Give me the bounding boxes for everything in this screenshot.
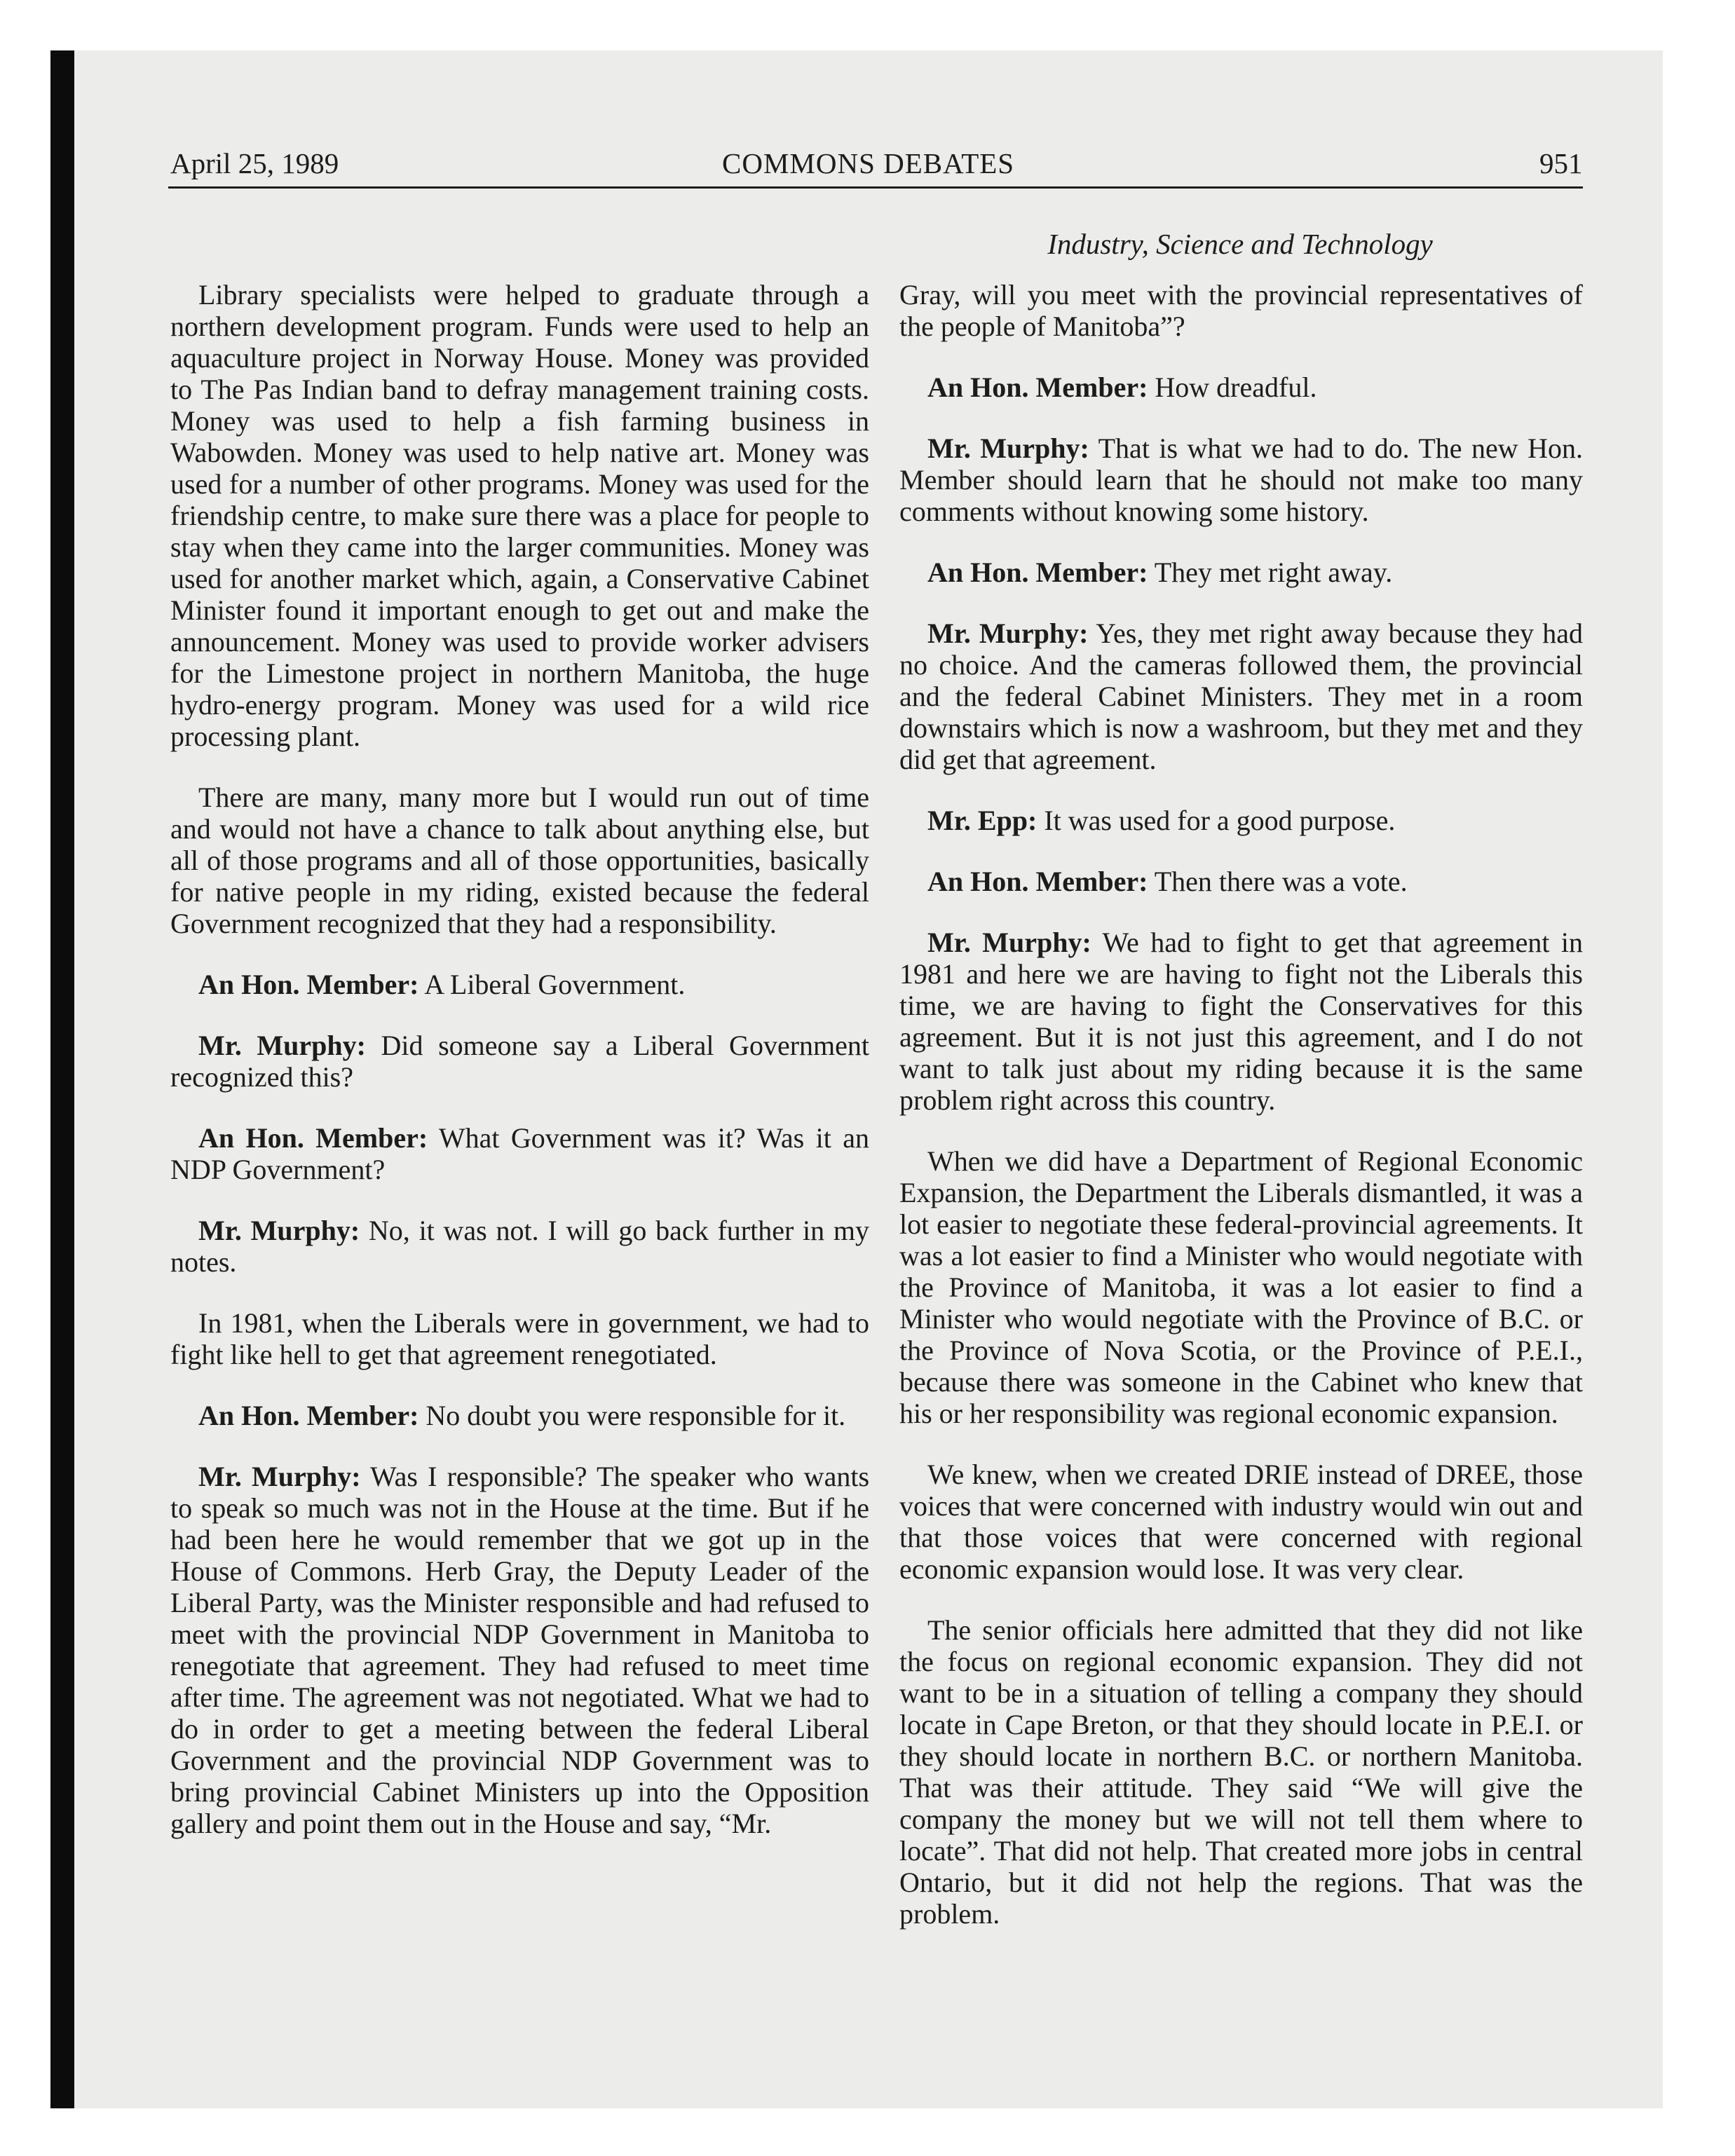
speaker-label: An Hon. Member: (927, 371, 1148, 403)
paragraph-text: What Government was it? Was it an NDP Government? (170, 1122, 869, 1185)
header-publication: COMMONS DEBATES (722, 147, 1015, 179)
paragraph-text: Was I responsible? The speaker who wants to speak so much was not in the House at the time. But if he had been here he would remember that we got up in the House of Commons. Herb Gray, the Deputy Leader of the Liberal Party, was the Minister responsible and had refused to meet with the provincial NDP Government in Manitoba to renegotiate that agreement. They had refused to meet time after time. The agreement was not negotiated. What we had to do in order to get a meeting between the federal Liberal Government and the provincial NDP Government was to bring provincial Cabinet Ministers up into the Opposition gallery and point them out in the House and say, “Mr. (170, 1461, 870, 1839)
paragraph-text: In 1981, when the Liberals were in government, we had to fight like hell to get that agreement renegotiated. (170, 1307, 869, 1370)
paragraph-text: Then there was a vote. (1154, 866, 1408, 897)
speaker-label: Mr. Murphy: (927, 927, 1091, 958)
speaker-label: An Hon. Member: (198, 1122, 428, 1154)
paragraph-text: Did someone say a Liberal Government recognized this? (170, 1030, 870, 1093)
header-page-number: 951 (1539, 147, 1583, 179)
speaker-label: Mr. Murphy: (198, 1461, 361, 1492)
paragraph-text: They met right away. (1154, 557, 1393, 588)
paragraph (170, 1307, 869, 1370)
left-column (170, 279, 869, 1869)
paragraph-text: That is what we had to do. The new Hon. Member should learn that he should not make too many comments without knowing some history. (899, 432, 1584, 527)
paragraph (899, 432, 1583, 527)
paragraph (170, 1215, 869, 1278)
speaker-label: Mr. Epp: (927, 805, 1037, 836)
paragraph-text: How dreadful. (1155, 371, 1317, 403)
speaker-label: Mr. Murphy: (927, 618, 1089, 649)
speaker-label: An Hon. Member: (198, 1400, 419, 1431)
paragraph (170, 279, 869, 752)
paragraph (899, 371, 1583, 403)
paragraph (899, 866, 1583, 897)
paragraph-text: The senior officials here admitted that they did not like the focus on regional economic expansion. They did not want to be in a situation of telling a company they should locate in Cape Breton, or that they should locate in P.E.I. or they should locate in northern B.C. or northern Manitoba. That was their attitude. They said “We will give the company the money but we will not tell them where to locate”. That did not help. That created more jobs in central Ontario, but it did not help the regions. That was the problem. (899, 1614, 1583, 1930)
paragraph-text: No doubt you were responsible for it. (426, 1400, 846, 1431)
paragraph (899, 557, 1583, 588)
paragraph-text: We knew, when we created DRIE instead of DREE, those voices that were concerned with industry would win out and that those voices that were concerned with regional economic expansion would lose. It was very clear. (899, 1459, 1583, 1585)
paragraph-text: When we did have a Department of Regional Economic Expansion, the Department the Liberals dismantled, it was a lot easier to negotiate these federal-provincial agreements. It was a lot easier to find a Minister who would negotiate with the Province of Manitoba, it was a lot easier to find a Minister who would negotiate with the Province of B.C. or the Province of Nova Scotia, or the Province of P.E.I., because there was someone in the Cabinet who knew that his or her responsibility was regional economic expansion. (899, 1145, 1583, 1429)
paragraph-text: A Liberal Government. (424, 969, 686, 1000)
paragraph (170, 1122, 869, 1185)
paragraph (899, 618, 1583, 775)
header-date: April 25, 1989 (170, 147, 339, 179)
paragraph (899, 927, 1583, 1116)
paragraph-text: There are many, many more but I would run out of time and would not have a chance to talk about anything else, but all of those programs and all of those opportunities, basically for native people in my riding, existed because the federal Government recognized that they had a responsibility. (170, 782, 869, 939)
binding-edge (50, 50, 74, 2108)
paragraph (170, 782, 869, 939)
paragraph-text: Library specialists were helped to graduate through a northern development program. Funds were used to help an aquaculture project in Norway House. Money was provided to The Pas Indian band to defray management training costs. Money was used to help a fish farming business in Wabowden. Money was used to help native art. Money was used for a number of other programs. Money was used for the friendship centre, to make sure there was a place for people to stay when they came into the larger communities. Money was used for another market which, again, a Conservative Cabinet Minister found it important enough to get out and make the announcement. Money was used to provide worker advisers for the Limestone project in northern Manitoba, the huge hydro-energy program. Money was used for a wild rice processing plant. (170, 279, 869, 752)
section-title: Industry, Science and Technology (1047, 228, 1433, 260)
paragraph-text: We had to fight to get that agreement in 1981 and here we are having to fight not the Liberals this time, we are having to fight the Conservatives for this agreement. But it is not just this agreement, and I do not want to talk just about my riding because it is the same problem right across this country. (899, 927, 1584, 1116)
speaker-label: Mr. Murphy: (927, 432, 1089, 464)
paragraph-text: Yes, they met right away because they had no choice. And the cameras followed them, the provincial and the federal Cabinet Ministers. They met in a room downstairs which is now a washroom, but they met and they did get that agreement. (899, 618, 1584, 775)
right-column (899, 279, 1583, 1959)
speaker-label: An Hon. Member: (927, 866, 1148, 897)
paragraph (899, 1459, 1583, 1585)
speaker-label: An Hon. Member: (198, 969, 419, 1000)
paragraph (170, 1400, 869, 1431)
header-rule (168, 186, 1583, 189)
paragraph (899, 805, 1583, 836)
paragraph (170, 1030, 869, 1093)
speaker-label: Mr. Murphy: (198, 1215, 360, 1246)
speaker-label: Mr. Murphy: (198, 1030, 366, 1061)
paragraph (170, 1461, 869, 1839)
paragraph (899, 279, 1583, 342)
paragraph (899, 1614, 1583, 1930)
paragraph (899, 1145, 1583, 1429)
paragraph-text: Gray, will you meet with the provincial representatives of the people of Manitoba”? (899, 279, 1583, 342)
paragraph (170, 969, 869, 1000)
speaker-label: An Hon. Member: (927, 557, 1148, 588)
paragraph-text: It was used for a good purpose. (1044, 805, 1396, 836)
paragraph-text: No, it was not. I will go back further in my notes. (170, 1215, 870, 1278)
